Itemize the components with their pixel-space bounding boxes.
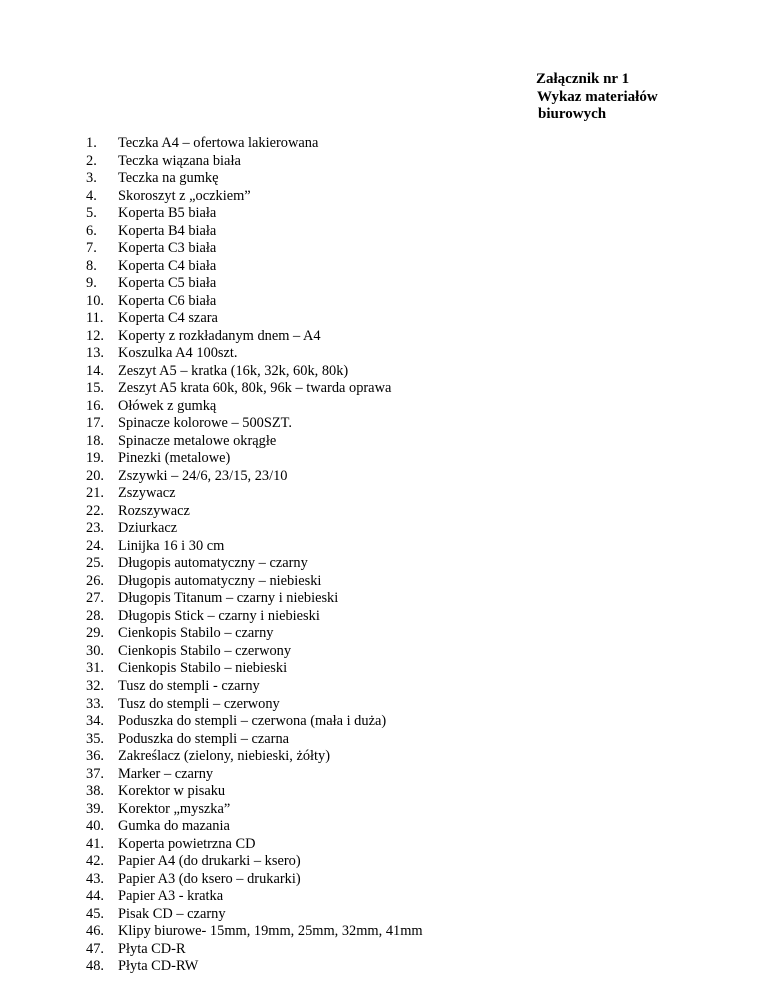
list-item — [86, 450, 423, 468]
list-item-number: 35. — [86, 730, 104, 747]
list-item-text: Rozszywacz — [118, 502, 190, 519]
list-item — [86, 888, 423, 906]
supplies-list — [86, 135, 423, 976]
list-item-text: Koperta C4 szara — [118, 310, 218, 327]
list-item-number: 18. — [86, 432, 104, 449]
list-item — [86, 836, 423, 854]
list-item — [86, 590, 423, 608]
list-item-text: Długopis Titanum – czarny i niebieski — [118, 590, 339, 607]
list-item — [86, 625, 423, 643]
list-item-number: 46. — [86, 923, 104, 940]
list-item-number: 34. — [86, 713, 104, 730]
list-item-text: Spinacze kolorowe – 500SZT. — [118, 415, 292, 432]
list-item — [86, 783, 423, 801]
list-item-number: 29. — [86, 625, 104, 642]
list-item — [86, 328, 423, 346]
list-item-text: Spinacze metalowe okrągłe — [118, 432, 277, 449]
list-item-number: 19. — [86, 450, 104, 467]
list-item — [86, 188, 423, 206]
list-item-text: Cienkopis Stabilo – czerwony — [118, 642, 292, 659]
list-item-text: Teczka na gumkę — [118, 170, 219, 187]
list-item-number: 33. — [86, 695, 104, 712]
list-item-text: Klipy biurowe- 15mm, 19mm, 25mm, 32mm, 41mm — [118, 923, 423, 940]
list-item-number: 28. — [86, 607, 104, 624]
list-item-text: Dziurkacz — [118, 520, 178, 537]
list-item-text: Koperta B4 biała — [118, 222, 217, 239]
list-item — [86, 818, 423, 836]
list-item-text: Korektor „myszka” — [118, 800, 231, 817]
list-item — [86, 240, 423, 258]
list-item-number: 1. — [86, 135, 97, 151]
list-item-number: 30. — [86, 642, 104, 659]
list-item — [86, 713, 423, 731]
list-item-text: Skoroszyt z „oczkiem” — [118, 187, 251, 204]
list-item-text: Tusz do stempli - czarny — [118, 677, 260, 694]
list-item-number: 31. — [86, 660, 104, 677]
list-item-number: 48. — [86, 958, 104, 975]
list-item — [86, 258, 423, 276]
list-item — [86, 345, 423, 363]
list-item-number: 40. — [86, 818, 104, 835]
list-item-number: 25. — [86, 555, 104, 572]
list-item-number: 9. — [86, 275, 97, 292]
list-item-text: Pinezki (metalowe) — [118, 450, 231, 467]
list-item — [86, 643, 423, 661]
list-item-text: Długopis automatyczny – niebieski — [118, 572, 322, 589]
list-item-text: Płyta CD-R — [118, 940, 186, 957]
list-item — [86, 520, 423, 538]
list-item-number: 42. — [86, 853, 104, 870]
list-item-number: 16. — [86, 397, 104, 414]
list-item-number: 23. — [86, 520, 104, 537]
list-item — [86, 923, 423, 941]
list-item — [86, 135, 423, 153]
list-item-text: Zszywacz — [118, 485, 176, 502]
list-item — [86, 871, 423, 889]
list-item — [86, 853, 423, 871]
list-item-text: Papier A3 (do ksero – drukarki) — [118, 870, 301, 887]
list-item-text: Papier A3 - kratka — [118, 888, 224, 905]
list-item — [86, 433, 423, 451]
list-item-text: Poduszka do stempli – czarna — [118, 730, 290, 747]
list-item-number: 12. — [86, 327, 104, 344]
list-item-text: Cienkopis Stabilo – czarny — [118, 625, 274, 642]
list-item-text: Koperta C3 biała — [118, 240, 217, 257]
list-item — [86, 415, 423, 433]
list-item — [86, 801, 423, 819]
list-item — [86, 485, 423, 503]
list-item — [86, 223, 423, 241]
list-item-number: 38. — [86, 783, 104, 800]
list-item — [86, 696, 423, 714]
list-item-text: Pisak CD – czarny — [118, 905, 226, 922]
list-item-number: 8. — [86, 257, 97, 274]
list-item-text: Długopis Stick – czarny i niebieski — [118, 607, 320, 624]
list-item-text: Ołówek z gumką — [118, 397, 217, 414]
list-item — [86, 468, 423, 486]
list-item-number: 10. — [86, 292, 104, 309]
list-item — [86, 748, 423, 766]
list-item-text: Teczka wiązana biała — [118, 152, 241, 169]
list-item — [86, 310, 423, 328]
list-item-text: Koperta C4 biała — [118, 257, 217, 274]
list-item-number: 7. — [86, 240, 97, 257]
list-item-number: 15. — [86, 380, 104, 397]
list-item-text: Koperty z rozkładanym dnem – A4 — [118, 327, 321, 344]
list-item-text: Teczka A4 – ofertowa lakierowana — [118, 135, 319, 151]
list-item — [86, 538, 423, 556]
list-item-number: 45. — [86, 905, 104, 922]
list-item-number: 22. — [86, 502, 104, 519]
list-item — [86, 503, 423, 521]
list-item-text: Zeszyt A5 – kratka (16k, 32k, 60k, 80k) — [118, 362, 349, 379]
document-title-line1: Wykaz materiałów — [537, 88, 658, 105]
list-item-number: 43. — [86, 870, 104, 887]
list-item — [86, 660, 423, 678]
list-item — [86, 766, 423, 784]
list-item-text: Koperta C6 biała — [118, 292, 217, 309]
list-item-text: Tusz do stempli – czerwony — [118, 695, 280, 712]
list-item-text: Poduszka do stempli – czerwona (mała i duża) — [118, 713, 387, 730]
list-item-text: Płyta CD-RW — [118, 958, 199, 975]
list-item — [86, 958, 423, 976]
list-item-text: Marker – czarny — [118, 765, 214, 782]
list-item-number: 11. — [86, 310, 104, 327]
list-item — [86, 275, 423, 293]
list-item — [86, 731, 423, 749]
list-item-number: 17. — [86, 415, 104, 432]
list-item-number: 47. — [86, 940, 104, 957]
list-item — [86, 293, 423, 311]
list-item-number: 27. — [86, 590, 104, 607]
list-item-number: 20. — [86, 467, 104, 484]
list-item-text: Koszulka A4 100szt. — [118, 345, 238, 362]
attachment-number: Załącznik nr 1 — [536, 71, 630, 87]
document-title-line2: biurowych — [538, 106, 607, 122]
list-item — [86, 363, 423, 381]
list-item — [86, 906, 423, 924]
list-item-text: Koperta C5 biała — [118, 275, 217, 292]
list-item-number: 32. — [86, 677, 104, 694]
list-item-number: 5. — [86, 205, 97, 222]
list-item-number: 41. — [86, 835, 104, 852]
list-item — [86, 555, 423, 573]
list-item — [86, 380, 423, 398]
list-item-number: 44. — [86, 888, 104, 905]
list-item — [86, 153, 423, 171]
list-item-number: 39. — [86, 800, 104, 817]
list-item-text: Koperta powietrzna CD — [118, 835, 256, 852]
list-item — [86, 170, 423, 188]
list-item-text: Korektor w pisaku — [118, 783, 226, 800]
list-item-text: Cienkopis Stabilo – niebieski — [118, 660, 288, 677]
list-item-number: 4. — [86, 187, 97, 204]
list-item-number: 21. — [86, 485, 104, 502]
list-item-number: 3. — [86, 170, 97, 187]
list-item — [86, 573, 423, 591]
list-item — [86, 398, 423, 416]
list-item-text: Papier A4 (do drukarki – ksero) — [118, 853, 301, 870]
list-item — [86, 608, 423, 626]
list-item — [86, 941, 423, 959]
list-item-text: Długopis automatyczny – czarny — [118, 555, 308, 572]
list-item-text: Zeszyt A5 krata 60k, 80k, 96k – twarda oprawa — [118, 380, 392, 397]
list-item-text: Zszywki – 24/6, 23/15, 23/10 — [118, 467, 288, 484]
list-item-number: 37. — [86, 765, 104, 782]
list-item-number: 24. — [86, 537, 104, 554]
list-item — [86, 205, 423, 223]
list-item-text: Gumka do mazania — [118, 818, 230, 835]
list-item-text: Koperta B5 biała — [118, 205, 217, 222]
list-item — [86, 678, 423, 696]
attachment-header — [530, 71, 750, 124]
list-item-number: 26. — [86, 572, 104, 589]
list-item-number: 13. — [86, 345, 104, 362]
list-item-text: Linijka 16 i 30 cm — [118, 537, 225, 554]
list-item-number: 2. — [86, 152, 97, 169]
list-item-number: 6. — [86, 222, 97, 239]
list-item-text: Zakreślacz (zielony, niebieski, żółty) — [118, 748, 331, 765]
list-item-number: 14. — [86, 362, 104, 379]
list-item-number: 36. — [86, 748, 104, 765]
